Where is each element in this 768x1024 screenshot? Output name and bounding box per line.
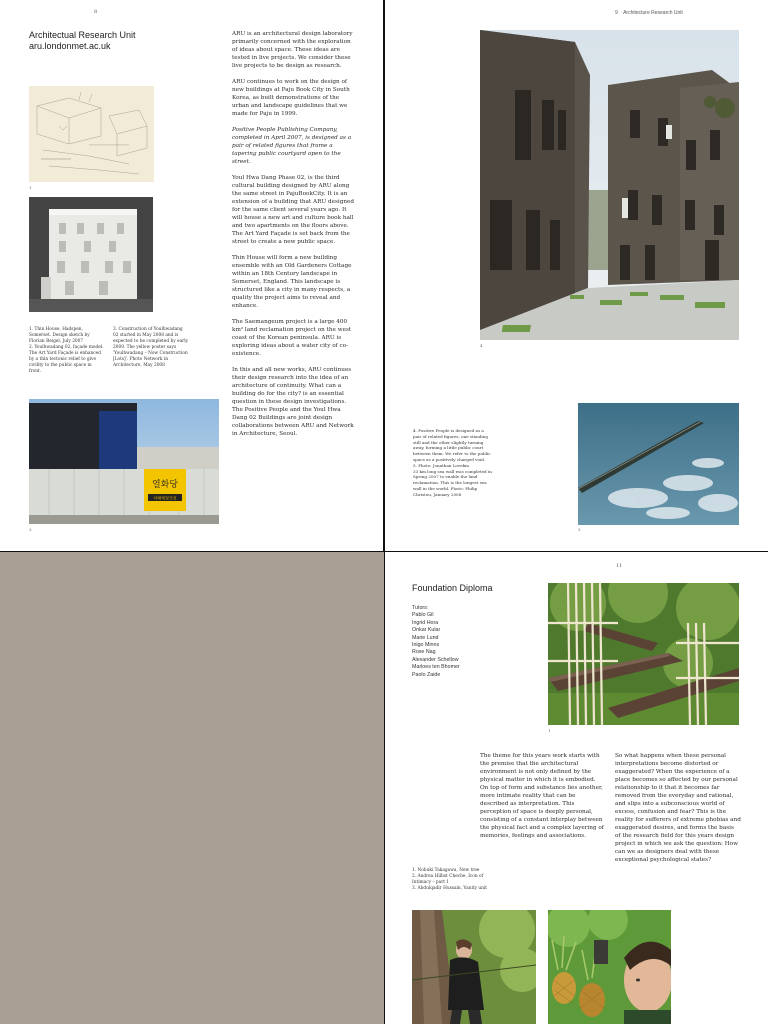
tutor-name: Rose Nag (412, 649, 436, 656)
page-number: 11 (616, 563, 623, 569)
construction-site-image (29, 399, 219, 524)
tutor-name: Alexander Schellow (412, 656, 459, 663)
captions-left (29, 327, 105, 375)
paragraph: Positive People Publishing Company, completed in April 2007, is designed as a pair of related figures that frame a tapering public courtyard open to the street. (232, 127, 352, 165)
body-text (232, 30, 356, 446)
forest-installation-image (548, 583, 739, 725)
paragraph: ARU is an architectural design laboratory primarily concerned with the exploration of ideas about space. These ideas are tested in live projects. We consider these live projects to be design as research. (232, 31, 353, 69)
tutor-name: Inigo Minns (412, 642, 440, 649)
poster-title: 열화당 (151, 480, 179, 490)
caption: 5. Photo: Jonathan Lovekin (413, 462, 470, 468)
tree-hug-image (412, 910, 536, 1024)
figure-label-5: 5 (578, 527, 581, 532)
facade-model-image (29, 197, 153, 312)
sea-wall-image (578, 403, 739, 525)
tutor-name: Onkar Kular (412, 627, 441, 634)
tutors-label: Tutors: (412, 605, 429, 611)
page-8 (0, 0, 383, 551)
figure-label-1: 1 (29, 185, 32, 190)
page-number: 9 (615, 10, 618, 16)
sketch-image (29, 86, 154, 182)
caption: 4. Positive People is designed as a pair of related figures, one standing still and the other slightly turning away, forming a little public court between them. We refer to the public space as a positively charged void. (413, 428, 491, 462)
pineapple-man-image (548, 910, 671, 1024)
page-number: 8 (94, 9, 98, 15)
page-9 (385, 0, 768, 551)
unit-url: aru.londonmet.ac.uk (29, 41, 111, 51)
tutors-list (412, 605, 460, 679)
tutor-name: Pablo Gil (412, 612, 434, 619)
paragraph: Youl Hwa Dang Phase 02, is the third cultural building designed by ARU along the same street in PajuBookCity. It is an extension of a building that ARU designed for the same client several years ago. It will house a new art and culture book hall and two apartments on the floors above. The Art Yard Façade is set back from the street to create a new public space. (232, 175, 355, 245)
page-title: Foundation Diploma (412, 583, 493, 593)
caption: 1. Nobuki Takagawa, New tree (412, 868, 480, 873)
caption: 1. Thin House, Hadspen, Somerset. Design sketch by Florian Beigel, July 2007 (29, 327, 90, 344)
paragraph: So what happens when these personal interpretations become distorted or exaggerated? When the experience of a place becomes so affected by our personal relationship to it that it becomes far removed from the everyday and rational, and slips into a subconscious world of excess, confusion and fear? This is the reality for sufferers of extreme phobias and exaggerated desires, and forms the basis of the research field for this years design project in which we ask the question: How can we as designers deal with these exceptional psychological states? (615, 753, 741, 863)
caption: 2. Andrea Hilbst Cheche, Icon of Intimacy – part 1 (412, 874, 484, 885)
caption: 2. Youlhwadang 02, façade model. The Art Yard Façade is enhanced by a thin tectonic relief to give civility to the public space in front. (29, 345, 104, 374)
page-10-blank (0, 552, 384, 1024)
paragraph: Thin House will form a new building ensemble with an Old Gardeners Cottage within an 18th Century landscape in Somerset, England. This landscape is structured like a city in many respects, a quality the project aims to reveal and enhance. (232, 255, 352, 309)
captions-right (113, 327, 189, 369)
paragraph: The Saemangeum project is a large 400 km² land reclamation project on the west coast of the Korean peninsula. ARU is exploring ideas about a water city of co-existence. (232, 319, 352, 357)
captions (412, 868, 492, 892)
running-header (615, 10, 683, 16)
paragraph: In this and all new works, ARU continues their design research into the idea of an architecture of continuity. What can a building do for the city? is an essential question in these design investigations. The Positive People and the Youl Hwa Dang 02 Buildings are joint design collaborations between ARU and Network in Architecture, Seoul. (232, 367, 354, 437)
captions (413, 428, 493, 498)
tutor-name: Marie Lund (412, 634, 439, 641)
body-column-1 (480, 752, 604, 848)
tutor-name: Paolo Zaide (412, 671, 441, 678)
paragraph: The theme for this years work starts with the premise that the architectural environment is not only defined by the physical matter in which it is embodied. On top of form and substance lies another, more intimate reality that can be described as interpretation. This perception of space is deeply personal, consisting of a constant interplay between the physical fact and a complex layering of memories, feelings and associations. (480, 753, 604, 839)
figure-label-4: 4 (480, 343, 483, 348)
tutor-name: Ingrid Hora (412, 619, 439, 626)
unit-title: Architectual Research Unit (29, 30, 136, 40)
page-title (29, 30, 136, 52)
body-column-2 (615, 752, 741, 872)
figure-label-1: 1 (548, 728, 551, 733)
caption: 33 km long sea wall was completed in Spring 2007 to enable the land reclamation. This is the longest sea wall in the world. Photo: Philip Christou, January 2008 (413, 468, 492, 497)
caption: 3. Construction of Youlhwadang 02 started in May 2008 and is expected to be completed by early 2009. The yellow poster says 'Youlhwadang – Now Construction [Lots]'. Photo Network in Architecture, May 2008 (113, 327, 189, 368)
poster-subtitle: 미래예정건설 (153, 495, 177, 501)
caption: 3. Abdulqadir Hussain, Vanity unit (412, 886, 487, 891)
figure-label-3: 3 (29, 527, 32, 532)
page-11 (385, 552, 768, 1024)
paragraph: ARU continues to work on the design of new buildings at Paju Book City in South Korea, as built demonstrations of the urban and landscape guidelines that we made for Paju in 1999. (232, 79, 350, 117)
header-title: Architecture Research Unit (623, 10, 683, 16)
courtyard-buildings-image (480, 30, 739, 340)
tutor-name: Marloes ten Bhomer (412, 664, 460, 671)
